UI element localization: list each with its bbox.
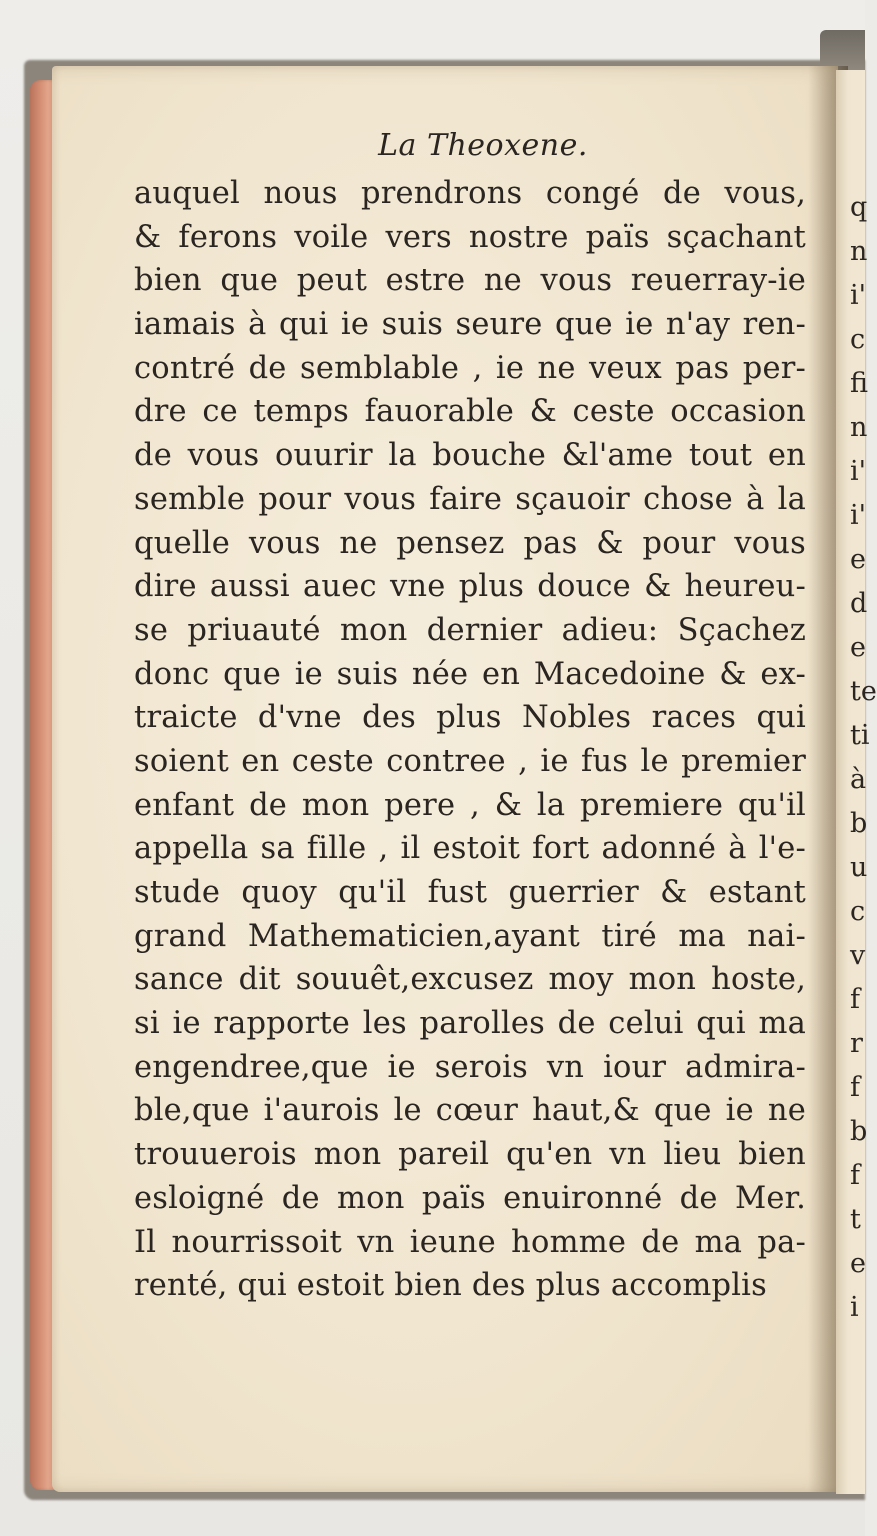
text-line: bien que peut estre ne vous reuerray-ie [134, 263, 806, 299]
facing-page-letter: te [850, 676, 877, 707]
facing-page-letter: e [850, 632, 866, 663]
text-line: appella sa fille , il estoit fort adonné à l'e- [134, 831, 806, 867]
facing-page-letter: q [850, 192, 868, 223]
text-line: dire aussi auec vne plus douce & heureu- [134, 569, 806, 605]
facing-page-letter: e [850, 544, 866, 575]
facing-page [836, 70, 877, 1494]
facing-page-letter: i [850, 1292, 859, 1323]
text-line: soient en ceste contree , ie fus le premier [134, 743, 806, 779]
text-line: dre ce temps fauorable & ceste occasion [134, 394, 806, 430]
text-line: de vous ouurir la bouche &l'ame tout en [134, 438, 806, 474]
text-line: esloigné de mon païs enuironné de Mer. [134, 1180, 806, 1216]
text-line: renté, qui estoit bien des plus accomplis [134, 1268, 767, 1304]
text-line: grand Mathematicien,ayant tiré ma nai- [134, 918, 806, 954]
text-line: & ferons voile vers nostre païs sçachant [134, 219, 806, 255]
facing-page-letter: ti [850, 720, 870, 751]
facing-page-letter: n [850, 412, 868, 443]
facing-page-letter: i' [850, 500, 867, 531]
text-line: donc que ie suis née en Macedoine & ex- [134, 656, 806, 692]
text-line: trouuerois mon pareil qu'en vn lieu bien [134, 1137, 806, 1173]
text-line: semble pour vous faire sçauoir chose à la [134, 481, 806, 517]
text-line: iamais à qui ie suis seure que ie n'ay ren- [134, 307, 806, 343]
facing-page-letter: c [850, 896, 866, 927]
text-line: si ie rapporte les parolles de celui qui ma [134, 1006, 806, 1042]
text-line: engendree,que ie serois vn iour admira- [134, 1049, 806, 1085]
facing-page-letter: e [850, 1248, 866, 1279]
text-line: se priuauté mon dernier adieu: Sçachez [134, 612, 806, 648]
facing-page-letter: i' [850, 280, 867, 311]
facing-page-letter: v [850, 940, 866, 971]
facing-page-letter: fi [850, 368, 869, 399]
text-line: auquel nous prendrons congé de vous, [134, 176, 806, 211]
text-line: stude quoy qu'il fust guerrier & estant [134, 875, 806, 910]
text-line: contré de semblable , ie ne veux pas per- [134, 350, 806, 386]
facing-page-letter: f [850, 1160, 860, 1191]
text-line: quelle vous ne pensez pas & pour vous [134, 525, 806, 561]
facing-page-letter: f [850, 1072, 860, 1103]
facing-page-letter: b [850, 808, 868, 839]
facing-page-letter: r [850, 1028, 863, 1059]
text-line: Il nourrissoit vn ieune homme de ma pa- [134, 1224, 806, 1260]
text-line: ble,que i'aurois le cœur haut,& que ie ne [134, 1093, 806, 1129]
facing-page-letter: f [850, 984, 860, 1015]
book-binding [820, 30, 865, 70]
text-line: traicte d'vne des plus Nobles races qui [134, 700, 806, 736]
facing-page-letter: t [850, 1204, 861, 1235]
facing-page-letter: i' [850, 456, 867, 487]
facing-page-letter: à [850, 764, 867, 795]
facing-page-letter: b [850, 1116, 868, 1147]
facing-page-letter: c [850, 324, 866, 355]
page-text [134, 120, 806, 1308]
facing-page-letter: u [850, 852, 868, 883]
text-line: enfant de mon pere , & la premiere qu'il [134, 787, 806, 823]
facing-page-letter: n [850, 236, 868, 267]
text-line: sance dit souuêt,excusez moy mon hoste, [134, 962, 806, 998]
facing-page-letter: d [850, 588, 868, 619]
running-head: La Theoxene. [378, 128, 588, 163]
